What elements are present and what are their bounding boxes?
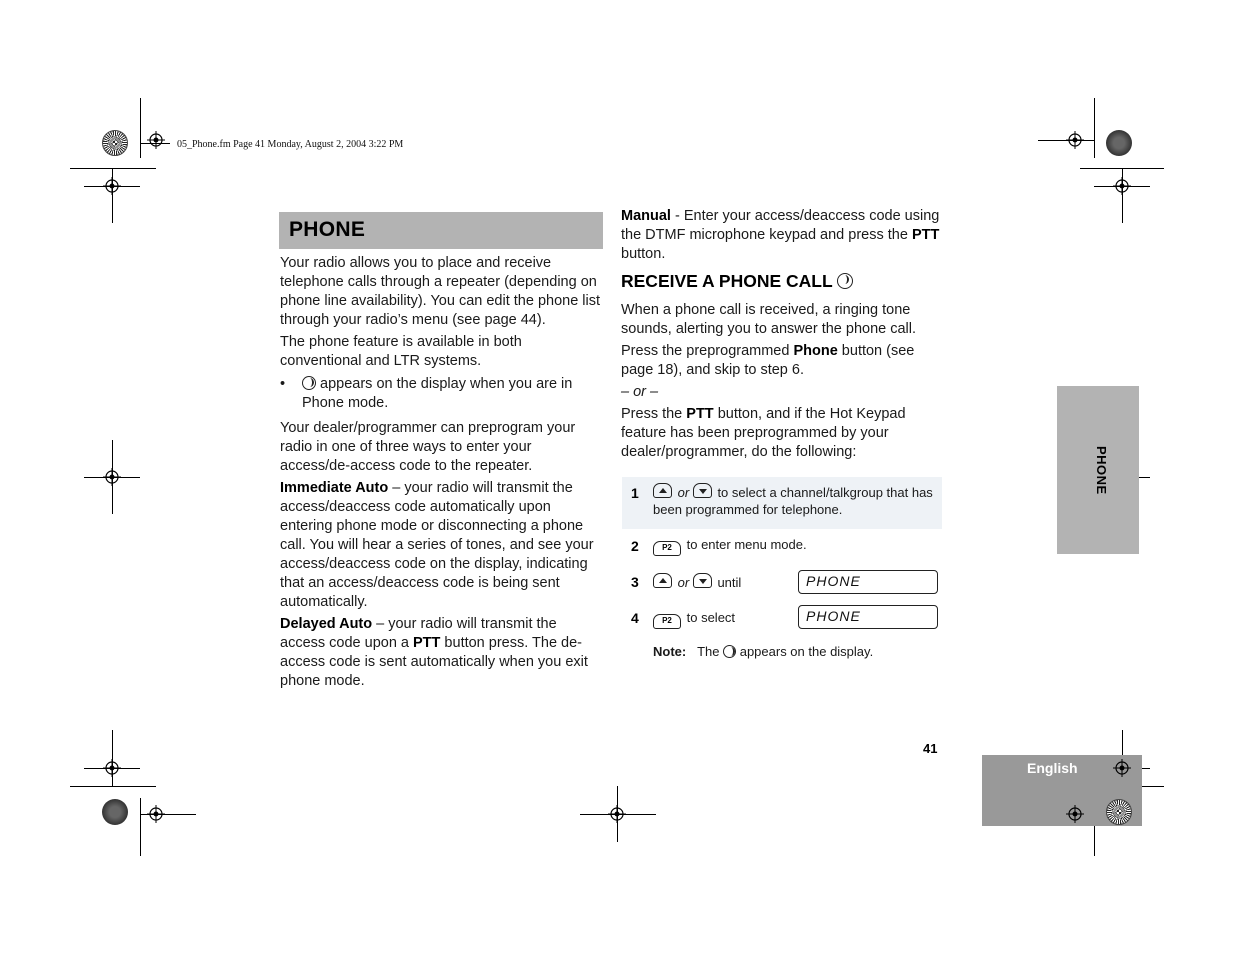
crop-mark: [1094, 98, 1095, 158]
receive-heading-text: RECEIVE A PHONE CALL: [621, 271, 833, 291]
receive-paragraph: When a phone call is received, a ringing tone sounds, alerting you to answer the phone call.: [621, 302, 917, 337]
press-ptt-paragraph: [621, 405, 947, 462]
section-title-bar: [279, 212, 603, 249]
registration-target-icon: [147, 805, 165, 823]
delayed-auto-paragraph: [280, 615, 605, 691]
registration-target-icon: [1113, 177, 1131, 195]
bullet-text: appears on the display when you are in Phone mode.: [302, 376, 573, 411]
ptt-term: PTT: [413, 635, 441, 651]
phone-mode-icon: [302, 376, 316, 390]
ptt-text: Press the: [621, 406, 687, 422]
lcd-display: PHONE: [798, 570, 938, 594]
press-text: Press the preprogrammed: [621, 343, 794, 359]
registration-target-icon: [1066, 131, 1084, 149]
language-tab-label: English: [1027, 760, 1078, 776]
step-number: 3: [631, 574, 639, 590]
step-row: [622, 477, 942, 529]
starburst-mark-icon: [102, 130, 128, 156]
delayed-auto-text: – your radio will transmit the access code upon a: [280, 616, 557, 651]
ptt-text-end: button, and if the Hot Keypad feature has been preprogrammed by your dealer/programmer, do the following:: [621, 406, 906, 460]
frame-file-info: 05_Phone.fm Page 41 Monday, August 2, 2004 3:22 PM: [177, 139, 404, 150]
step-row: [622, 529, 942, 564]
or-separator: – or –: [621, 384, 659, 400]
immediate-auto-text: – your radio will transmit the access/deaccess code automatically upon entering phone mode or disconnecting a phone call. You will hear a series of tones, and see your access/deaccess code on the display, indicating that an access/deaccess code is being sent automatically.: [280, 480, 594, 610]
or-word: or: [677, 575, 690, 590]
color-disc-mark-icon: [102, 799, 128, 825]
step-number: 4: [631, 610, 639, 626]
manual-text: - Enter your access/deaccess code using the DTMF microphone keypad and press the: [621, 208, 940, 243]
receive-heading: [621, 272, 947, 291]
right-column: [621, 207, 947, 465]
phone-mode-icon: [723, 645, 736, 658]
registration-target-icon: [147, 131, 165, 149]
chapter-side-tab-label: PHONE: [1094, 446, 1109, 495]
step-instruction: to select a channel/talkgroup that has been programmed for telephone.: [653, 485, 933, 517]
immediate-auto-paragraph: [280, 479, 605, 612]
manual-paragraph: [621, 207, 947, 264]
bullet-item: [280, 375, 605, 413]
up-arrow-key-icon: [653, 573, 672, 588]
steps-table: [622, 477, 942, 634]
p2-key-icon: P2: [653, 614, 681, 629]
availability-paragraph: The phone feature is available in both conventional and LTR systems.: [280, 334, 522, 369]
chapter-side-tab: [1057, 386, 1139, 554]
delayed-auto-text-end: button press. The de-access code is sent automatically when you exit phone mode.: [280, 635, 588, 689]
immediate-auto-term: Immediate Auto: [280, 480, 389, 496]
step-row: [622, 600, 942, 634]
delayed-auto-term: Delayed Auto: [280, 616, 373, 632]
registration-target-icon: [608, 805, 626, 823]
press-phone-paragraph: [621, 342, 947, 380]
note-label: Note:: [653, 644, 687, 659]
registration-target-icon: [1066, 805, 1084, 823]
crop-mark: [140, 98, 141, 158]
step-row: [622, 564, 942, 600]
left-column: [280, 254, 605, 694]
registration-target-icon: [1113, 759, 1131, 777]
registration-target-icon: [103, 177, 121, 195]
crop-mark: [140, 798, 141, 856]
or-word: or: [677, 485, 690, 500]
manual-term: Manual: [621, 208, 671, 224]
phone-mode-icon: [837, 273, 853, 289]
bullet-marker: •: [280, 376, 286, 392]
page-number: 41: [923, 741, 938, 756]
note: [653, 643, 873, 660]
registration-target-icon: [103, 759, 121, 777]
ptt-term: PTT: [911, 227, 940, 243]
color-disc-mark-icon: [1106, 130, 1132, 156]
step-number: 1: [631, 485, 639, 501]
crop-mark: [112, 730, 113, 786]
crop-mark: [70, 786, 156, 787]
ptt-term: PTT: [686, 406, 714, 422]
down-arrow-key-icon: [693, 483, 712, 498]
dealer-paragraph: Your dealer/programmer can preprogram your radio in one of three ways to enter your access/de-access code to the repeater.: [280, 420, 576, 474]
step-number: 2: [631, 538, 639, 554]
p2-key-icon: P2: [653, 541, 681, 556]
step-text: [653, 609, 735, 629]
phone-button-term: Phone: [793, 343, 838, 359]
step-text: [653, 536, 807, 556]
up-arrow-key-icon: [653, 483, 672, 498]
registration-target-icon: [103, 468, 121, 486]
step-text: [653, 483, 938, 518]
section-title: PHONE: [289, 218, 366, 241]
down-arrow-key-icon: [693, 573, 712, 588]
note-text: The: [697, 644, 720, 659]
intro-paragraph: Your radio allows you to place and receive telephone calls through a repeater (depending on phone line availability). You can edit the phone list through your radio’s menu (see page 44).: [280, 255, 601, 328]
manual-text-end: button.: [621, 246, 666, 262]
press-text-end: button (see page 18), and skip to step 6.: [621, 343, 915, 378]
lcd-display: PHONE: [798, 605, 938, 629]
step-text: [653, 573, 741, 591]
crop-mark: [70, 168, 156, 169]
step-instruction: until: [717, 575, 742, 590]
note-text-end: appears on the display.: [739, 644, 874, 659]
starburst-mark-icon: [1106, 799, 1132, 825]
step-instruction: to enter menu mode.: [686, 537, 807, 552]
step-instruction: to select: [686, 610, 736, 625]
